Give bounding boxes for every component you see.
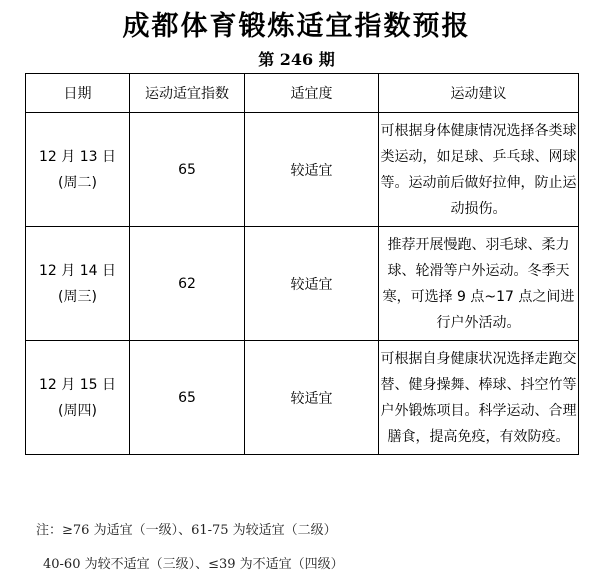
index-cell: 65: [130, 113, 245, 227]
date-text: 12 月 14 日: [39, 262, 116, 279]
header-date: 日期: [26, 74, 130, 113]
date-cell: [26, 113, 130, 227]
table-header-row: [26, 74, 579, 113]
level-cell: 较适宜: [245, 227, 379, 341]
index-legend-note-continued: 40-60 为较不适宜（三级）、≤39 为不适宜（四级）: [43, 557, 344, 572]
table-row: [26, 227, 579, 341]
advice-cell: 可根据自身健康状况选择走跑交替、健身操舞、棒球、抖空竹等户外锻炼项目。科学运动、合理膳食，提高免疫，有效防疫。: [379, 341, 579, 455]
weekday-text: (周二): [58, 174, 97, 191]
advice-cell: 可根据身体健康情况选择各类球类运动，如足球、乒乓球、网球等。运动前后做好拉伸，防止运动损伤。: [379, 113, 579, 227]
page-title: 成都体育锻炼适宜指数预报: [122, 11, 471, 42]
weekday-text: (周三): [58, 288, 97, 305]
advice-cell: 推荐开展慢跑、羽毛球、柔力球、轮滑等户外运动。冬季天寒，可选择 9 点~17 点之间进行户外活动。: [379, 227, 579, 341]
date-text: 12 月 13 日: [39, 148, 116, 165]
forecast-table: [25, 73, 579, 455]
index-cell: 62: [130, 227, 245, 341]
date-cell: [26, 227, 130, 341]
date-cell: [26, 341, 130, 455]
table-row: [26, 341, 579, 455]
level-cell: 较适宜: [245, 341, 379, 455]
header-level: 适宜度: [245, 74, 379, 113]
weekday-text: (周四): [58, 402, 97, 419]
header-index: 运动适宜指数: [130, 74, 245, 113]
header-advice: 运动建议: [379, 74, 579, 113]
date-text: 12 月 15 日: [39, 376, 116, 393]
index-legend-note: 注：≥76 为适宜（一级）、61-75 为较适宜（二级）: [36, 523, 337, 538]
index-cell: 65: [130, 341, 245, 455]
table-row: [26, 113, 579, 227]
level-cell: 较适宜: [245, 113, 379, 227]
issue-number: 第 246 期: [258, 50, 335, 69]
